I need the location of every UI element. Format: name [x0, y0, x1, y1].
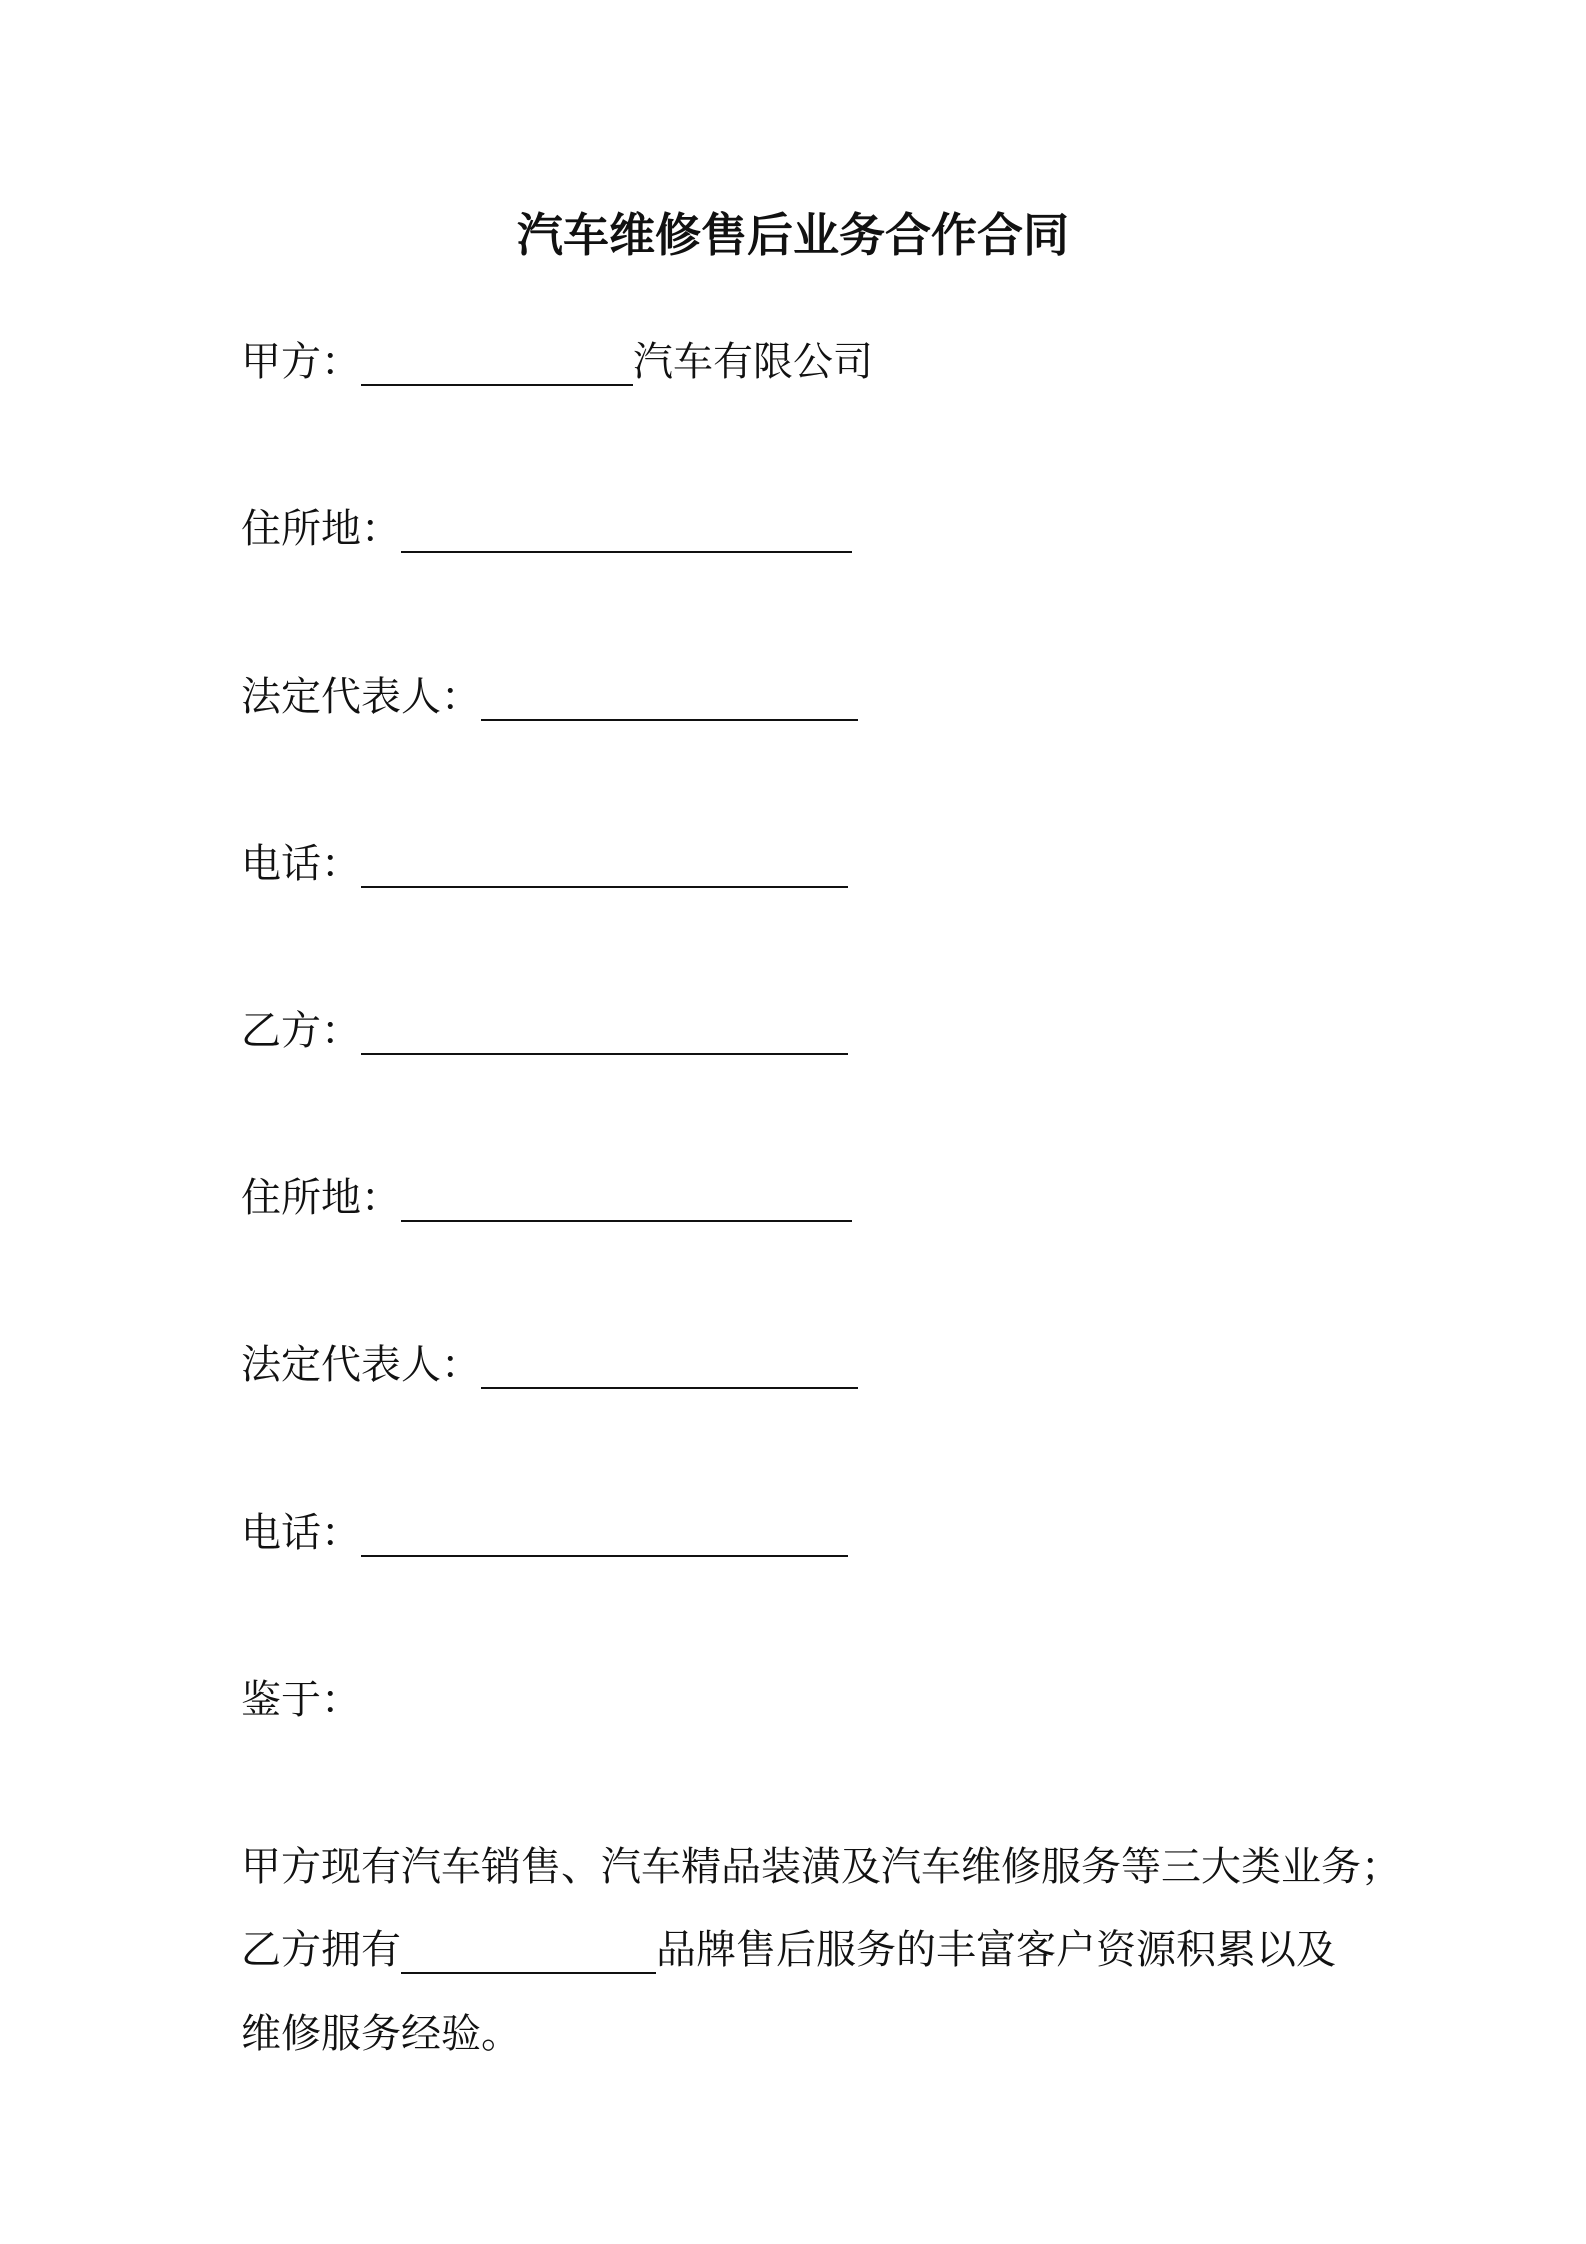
- recital-line-2-suffix: 品牌售后服务的丰富客户资源积累以及: [656, 1927, 1336, 1973]
- party-a-legal-rep-label: 法定代表人：: [241, 674, 481, 720]
- party-a-suffix: 汽车有限公司: [633, 339, 873, 385]
- party-a-address-label: 住所地：: [241, 506, 401, 552]
- party-a-phone-label: 电话：: [241, 841, 361, 887]
- party-a-phone-row: [241, 836, 848, 892]
- party-b-address-label: 住所地：: [241, 1175, 401, 1221]
- recital-line-2-prefix: 乙方拥有: [241, 1927, 401, 1973]
- party-b-legal-rep-row: [241, 1337, 858, 1393]
- recital-line-1: 甲方现有汽车销售、汽车精品装潢及汽车维修服务等三大类业务；: [241, 1844, 1401, 1890]
- party-a-legal-rep-blank[interactable]: [481, 675, 858, 721]
- party-b-row: [241, 1003, 848, 1059]
- party-b-legal-rep-label: 法定代表人：: [241, 1342, 481, 1388]
- document-title: 汽车维修售后业务合作合同: [517, 208, 1069, 262]
- party-a-address-row: [241, 501, 852, 557]
- recital-line-2: [241, 1922, 1336, 1978]
- party-a-label: 甲方：: [241, 339, 361, 385]
- party-b-address-row: [241, 1170, 852, 1226]
- party-b-address-blank[interactable]: [401, 1176, 852, 1222]
- party-b-legal-rep-blank[interactable]: [481, 1343, 858, 1389]
- party-b-phone-label: 电话：: [241, 1510, 361, 1556]
- party-a-phone-blank[interactable]: [361, 842, 848, 888]
- party-b-phone-row: [241, 1505, 848, 1561]
- party-a-address-blank[interactable]: [401, 507, 852, 553]
- brand-name-blank[interactable]: [401, 1928, 656, 1974]
- recital-line-3: 维修服务经验。: [241, 2011, 521, 2057]
- party-b-phone-blank[interactable]: [361, 1511, 848, 1557]
- party-b-name-blank[interactable]: [361, 1009, 848, 1055]
- party-a-legal-rep-row: [241, 669, 858, 725]
- whereas-heading: 鉴于：: [241, 1677, 361, 1723]
- party-a-row: [241, 334, 873, 390]
- party-b-label: 乙方：: [241, 1008, 361, 1054]
- party-a-name-blank[interactable]: [361, 340, 633, 386]
